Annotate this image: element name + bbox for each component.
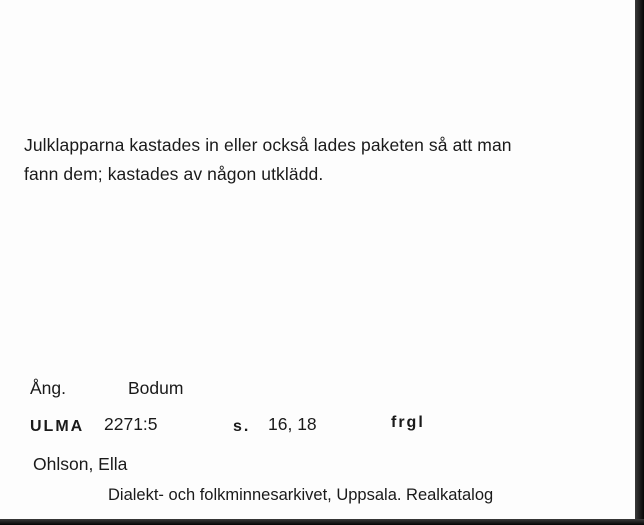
- informant-name: Ohlson, Ella: [33, 454, 128, 474]
- s-label: s.: [233, 418, 251, 435]
- body-line-2: fann dem; kastades av någon utklädd.: [24, 164, 324, 184]
- ang-label: Ång.: [30, 378, 66, 398]
- archive-footer: Dialekt- och folkminnesarkivet, Uppsala. Realkatalog: [108, 486, 494, 504]
- frgl-label: frgl: [391, 414, 425, 431]
- card-edge-right: [635, 0, 644, 525]
- body-line-1: Julklapparna kastades in eller också lades paketen så att man: [24, 135, 512, 155]
- ulma-label: ULMA: [30, 418, 85, 435]
- card-edge-bottom: [0, 519, 644, 525]
- s-value: 16, 18: [268, 414, 317, 434]
- ulma-value: 2271:5: [104, 414, 158, 434]
- ang-value: Bodum: [128, 378, 184, 398]
